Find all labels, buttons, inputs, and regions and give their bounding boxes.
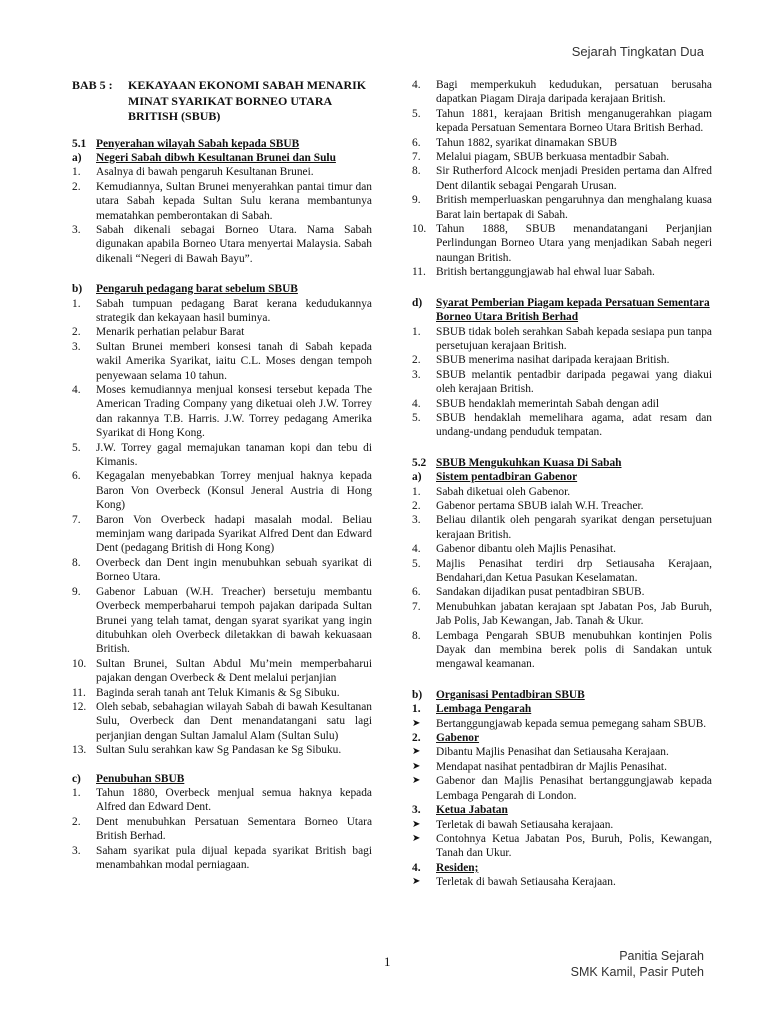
list-item: 3. Sabah dikenali sebagai Borneo Utara. Nama Sabah digunakan apabila Borneo Utara menyertai Malaysia. Sabah dikenali “Negeri di Bawah Bayu”.	[72, 223, 372, 265]
section-5-1-heading	[72, 137, 372, 151]
arrow-bullet-icon: ➤	[412, 818, 421, 830]
bullet-item	[412, 745, 712, 759]
list-item-text: Tahun 1888, SBUB menandatangani Perjanjian Perlindungan Borneo Utara yang menjadikan Sabah negeri naungan British.	[436, 223, 712, 264]
subsection-label: b)	[412, 688, 423, 701]
arrow-bullet-icon: ➤	[412, 832, 421, 844]
list-item-text: Gabenor Labuan (W.H. Treacher) bersetuju membantu Overbeck memperbaharui tempoh pajakan daripada Sultan Brunei yang telah tamat, dengan syarat syarikat yang ingin ditubuhkan oleh Overbeck diletakkan di bawah kekuasaan British.	[96, 585, 372, 656]
subsection-title: Sistem pentadbiran Gabenor	[436, 471, 578, 484]
list-item: 6. Tahun 1882, syarikat dinamakan SBUB	[412, 136, 712, 150]
subsection-label: b)	[72, 283, 83, 296]
list-item-text: Overbeck dan Dent ingin menubuhkan sebuah syarikat di Borneo Utara.	[96, 556, 372, 584]
chapter-title: KEKAYAAN EKONOMI SABAH MENARIK MINAT SYARIKAT BORNEO UTARA BRITISH (SBUB)	[128, 78, 367, 123]
organisation-list	[412, 702, 712, 889]
list-item: 1. Tahun 1880, Overbeck menjual semua haknya kepada Alfred dan Edward Dent.	[72, 786, 372, 814]
arrow-bullet-icon: ➤	[412, 746, 421, 758]
list-5-1-c-part2	[412, 78, 712, 280]
list-item-text: Asalnya di bawah pengaruh Kesultanan Brunei.	[96, 166, 314, 179]
list-item: 10. Tahun 1888, SBUB menandatangani Perjanjian Perlindungan Borneo Utara yang menjadikan Sabah negeri naungan British.	[412, 223, 712, 264]
list-item-text: Kemudiannya, Sultan Brunei menyerahkan pantai timur dan utara Sabah kepada Sultan Sulu kerana membantunya mematahkan pemberontakan di Sabah.	[96, 180, 372, 222]
list-item: 12. Oleh sebab, sebahagian wilayah Sabah di bawah Kesultanan Sulu, Overbeck dan Dent menandatangani satu lagi perjanjian dengan Sultan Jamalul Alam (Sultan Sulu)	[72, 700, 372, 742]
list-item: 7. Melalui piagam, SBUB berkuasa mentadbir Sabah.	[412, 150, 712, 164]
subsection-b-heading	[72, 282, 372, 296]
list-item-text: Sabah tumpuan pedagang Barat kerana kedudukannya strategik dan kekayaan hasil buminya.	[96, 297, 372, 324]
section-title: SBUB Mengukuhkan Kuasa Di Sabah	[436, 456, 622, 469]
list-item-text: Tahun 1882, syarikat dinamakan SBUB	[436, 136, 618, 149]
list-item-text: Oleh sebab, sebahagian wilayah Sabah di bawah Kesultanan Sulu, Overbeck dan Dent menandatangani satu lagi perjanjian dengan Sultan Jamalul Alam (Sultan Sulu)	[96, 700, 372, 742]
section-5-2-heading	[412, 456, 712, 470]
subsection-title: Pengaruh pedagang barat sebelum SBUB	[96, 283, 298, 296]
list-item: 5. Tahun 1881, kerajaan British menganugerahkan piagam kepada Persatuan Sementara Borneo Utara British Berhad.	[412, 107, 712, 135]
list-item-text: Melalui piagam, SBUB berkuasa mentadbir Sabah.	[436, 151, 670, 164]
list-item: 4. Moses kemudiannya menjual konsesi tersebut kepada The American Trading Company yang diketuai oleh J.W. Torrey dan rakannya T.B. Harris. J.W. Torrey pedagang Amerika Syarikat di Hong Kong.	[72, 384, 372, 440]
list-item-text: SBUB menerima nasihat daripada kerajaan British.	[436, 354, 670, 367]
list-item-text: Sabah dikenali sebagai Borneo Utara. Nama Sabah digunakan apabila Borneo Utara menyertai Malaysia. Sabah dikenali “Negeri di Bawah Bayu”.	[96, 223, 372, 265]
footer-line-2: SMK Kamil, Pasir Puteh	[570, 965, 704, 979]
list-item: 9. British memperluaskan pengaruhnya dan menghalang kuasa Barat lain bertapak di Sabah.	[412, 194, 712, 221]
list-item-text: British memperluaskan pengaruhnya dan menghalang kuasa Barat lain bertapak di Sabah.	[436, 194, 712, 221]
list-item-text: SBUB tidak boleh serahkan Sabah kepada sesiapa pun tanpa persetujuan kerajaan British.	[436, 325, 712, 352]
group-heading: 2. Gabenor	[412, 731, 712, 745]
group-title: Ketua Jabatan	[436, 804, 508, 817]
page-footer	[571, 948, 704, 980]
list-item: 6. Sandakan dijadikan pusat pentadbiran SBUB.	[412, 585, 712, 599]
group-heading: 3. Ketua Jabatan	[412, 803, 712, 817]
bullet-text: Gabenor dan Majlis Penasihat bertanggungjawab kepada Lembaga Pengarah di London.	[436, 775, 712, 802]
list-item-text: Kegagalan menyebabkan Torrey menjual haknya kepada Baron Von Overbeck (Konsul Jeneral Austria di Hong Kong)	[96, 470, 372, 512]
list-item: 1. Sabah tumpuan pedagang Barat kerana kedudukannya strategik dan kekayaan hasil buminya.	[72, 297, 372, 324]
list-item: 3. SBUB melantik pentadbir daripada pegawai yang diakui oleh kerajaan British.	[412, 368, 712, 396]
list-item: 2. Menarik perhatian pelabur Barat	[72, 325, 372, 339]
section-number: 5.1	[72, 137, 87, 150]
right-column	[412, 78, 712, 890]
bullet-item	[412, 832, 712, 861]
list-item: 11. Baginda serah tanah ant Teluk Kimanis & Sg Sibuku.	[72, 686, 372, 700]
list-item: 3. Sultan Brunei memberi konsesi tanah di Sabah kepada wakil Amerika Syarikat, iaitu C.L. Moses dengan tempoh penyewaan selama 10 tahun.	[72, 340, 372, 382]
list-item: 2. Gabenor pertama SBUB ialah W.H. Treacher.	[412, 499, 712, 513]
subsection-label: a)	[72, 151, 82, 164]
list-item-text: Tahun 1880, Overbeck menjual semua haknya kepada Alfred dan Edward Dent.	[96, 786, 372, 814]
list-item: 4. Bagi memperkukuh kedudukan, persatuan berusaha dapatkan Piagam Diraja daripada kerajaan British.	[412, 79, 712, 106]
list-item-text: Beliau dilantik oleh pengarah syarikat dengan persetujuan kerajaan British.	[436, 514, 712, 541]
list-item-text: Sultan Brunei, Sultan Abdul Mu’mein memperbaharui pajakan dengan Overbeck & Dent melalui perjanjian	[96, 657, 372, 685]
list-item: 5. Majlis Penasihat terdiri drp Setiausaha Kerajaan, Bendahari,dan Ketua Pasukan Keselamatan.	[412, 557, 712, 584]
list-item: 2. Dent menubuhkan Persatuan Sementara Borneo Utara British Berhad.	[72, 815, 372, 843]
list-item: 2. SBUB menerima nasihat daripada kerajaan British.	[412, 353, 712, 367]
section-title: Penyerahan wilayah Sabah kepada SBUB	[96, 137, 300, 150]
list-item: 1. SBUB tidak boleh serahkan Sabah kepada sesiapa pun tanpa persetujuan kerajaan British.	[412, 325, 712, 352]
list-item-text: Gabenor dibantu oleh Majlis Penasihat.	[436, 543, 616, 556]
list-item-text: SBUB melantik pentadbir daripada pegawai yang diakui oleh kerajaan British.	[436, 368, 712, 396]
group-title: Lembaga Pengarah	[436, 703, 532, 716]
arrow-bullet-icon: ➤	[412, 775, 421, 787]
list-item: 9. Gabenor Labuan (W.H. Treacher) bersetuju membantu Overbeck memperbaharui tempoh pajakan daripada Sultan Brunei yang telah tamat, dengan syarat syarikat yang ingin ditubuhkan oleh Overbeck diletakkan di bawah kekuasaan British.	[72, 585, 372, 656]
bullet-item	[412, 717, 712, 731]
subsection-title: Syarat Pemberian Piagam kepada Persatuan Sementara Borneo Utara British Berhad	[436, 296, 710, 324]
list-item-text: SBUB hendaklah memerintah Sabah dengan adil	[436, 397, 660, 410]
list-item: 6. Kegagalan menyebabkan Torrey menjual haknya kepada Baron Von Overbeck (Konsul Jeneral Austria di Hong Kong)	[72, 470, 372, 512]
list-item: 7. Menubuhkan jabatan kerajaan spt Jabatan Pos, Jab Buruh, Jab Polis, Jab Kewangan, Jab. Tanah & Ukur.	[412, 600, 712, 628]
arrow-bullet-icon: ➤	[412, 760, 421, 772]
subsection-d-heading	[412, 296, 712, 325]
subsection-label: d)	[412, 296, 423, 309]
list-item: 5. SBUB hendaklah memelihara agama, adat resam dan undang-undang penduduk tempatan.	[412, 411, 712, 439]
left-column	[72, 78, 372, 872]
bullet-item	[412, 818, 712, 832]
list-item: 8. Sir Rutherford Alcock menjadi Presiden pertama dan Alfred Dent dilantik sebagai Pengarah Urusan.	[412, 165, 712, 192]
list-item: 3. Saham syarikat pula dijual kepada syarikat British bagi menambahkan modal perniagaan.	[72, 844, 372, 871]
list-item: 1. Asalnya di bawah pengaruh Kesultanan Brunei.	[72, 165, 372, 179]
list-item: 4. Gabenor dibantu oleh Majlis Penasihat.	[412, 542, 712, 556]
bullet-text: Contohnya Ketua Jabatan Pos, Buruh, Polis, Kewangan, Tanah dan Ukur.	[436, 832, 712, 860]
page-header-subject: Sejarah Tingkatan Dua	[571, 44, 704, 59]
list-item: 8. Lembaga Pengarah SBUB menubuhkan kontinjen Polis Dayak dan membina berek polis di Sandakan untuk mengawal keamanan.	[412, 629, 712, 671]
footer-line-1: Panitia Sejarah	[619, 949, 704, 963]
list-item: 4. SBUB hendaklah memerintah Sabah dengan adil	[412, 397, 712, 411]
bullet-text: Bertanggungjawab kepada semua pemegang saham SBUB.	[436, 717, 707, 730]
list-item-text: SBUB hendaklah memelihara agama, adat resam dan undang-undang penduduk tempatan.	[436, 411, 712, 439]
list-5-1-a	[72, 165, 372, 266]
group-title: Residen;	[436, 861, 479, 874]
subsection-5-2-b-heading	[412, 688, 712, 702]
list-item: 2. Kemudiannya, Sultan Brunei menyerahkan pantai timur dan utara Sabah kepada Sultan Sulu kerana membantunya mematahkan pemberontakan di Sabah.	[72, 180, 372, 222]
bullet-item	[412, 875, 712, 889]
list-item-text: Sultan Brunei memberi konsesi tanah di Sabah kepada wakil Amerika Syarikat, iaitu C.L. Moses dengan tempoh penyewaan selama 10 tahun.	[96, 340, 372, 382]
bullet-text: Mendapat nasihat pentadbiran dr Majlis Penasihat.	[436, 760, 667, 773]
list-item-text: Baginda serah tanah ant Teluk Kimanis & Sg Sibuku.	[96, 686, 340, 699]
list-item-text: Lembaga Pengarah SBUB menubuhkan kontinjen Polis Dayak dan membina berek polis di Sandakan untuk mengawal keamanan.	[436, 629, 712, 671]
list-item-text: Sir Rutherford Alcock menjadi Presiden pertama dan Alfred Dent dilantik sebagai Pengarah Urusan.	[436, 165, 712, 192]
list-5-1-c-part1	[72, 786, 372, 872]
arrow-bullet-icon: ➤	[412, 717, 421, 729]
page-number: 1	[384, 954, 391, 969]
list-item: 11. British bertanggungjawab hal ehwal luar Sabah.	[412, 265, 712, 279]
list-item: 13. Sultan Sulu serahkan kaw Sg Pandasan ke Sg Sibuku.	[72, 743, 372, 757]
list-item-text: Sultan Sulu serahkan kaw Sg Pandasan ke Sg Sibuku.	[96, 744, 342, 757]
list-item-text: British bertanggungjawab hal ehwal luar Sabah.	[436, 266, 655, 279]
chapter-label: BAB 5 :	[72, 78, 113, 92]
bullet-text: Terletak di bawah Setiausaha Kerajaan.	[436, 876, 616, 889]
bullet-item	[412, 774, 712, 803]
group-heading: 4. Residen;	[412, 861, 712, 875]
subsection-title: Organisasi Pentadbiran SBUB	[436, 688, 585, 701]
list-5-1-d	[412, 325, 712, 440]
chapter-heading	[72, 78, 372, 125]
arrow-bullet-icon: ➤	[412, 876, 421, 888]
list-item-text: Baron Von Overbeck hadapi masalah modal. Beliau meminjam wang daripada Syarikat Alfred Dent dan Edward Dent (pedagang British di Hong Kong)	[96, 513, 372, 555]
list-item-text: Sabah diketuai oleh Gabenor.	[436, 485, 571, 498]
list-item: 10. Sultan Brunei, Sultan Abdul Mu’mein memperbaharui pajakan dengan Overbeck & Dent melalui perjanjian	[72, 657, 372, 685]
group-heading: 1. Lembaga Pengarah	[412, 702, 712, 716]
subsection-a-heading	[72, 151, 372, 165]
list-item-text: Saham syarikat pula dijual kepada syarikat British bagi menambahkan modal perniagaan.	[96, 844, 372, 871]
bullet-item	[412, 760, 712, 774]
list-item: 8. Overbeck dan Dent ingin menubuhkan sebuah syarikat di Borneo Utara.	[72, 556, 372, 584]
subsection-5-2-a-heading	[412, 470, 712, 484]
list-item: 5. J.W. Torrey gagal memajukan tanaman kopi dan tebu di Kimanis.	[72, 441, 372, 469]
subsection-title: Penubuhan SBUB	[96, 772, 185, 785]
list-item-text: Dent menubuhkan Persatuan Sementara Borneo Utara British Berhad.	[96, 815, 372, 843]
subsection-label: a)	[412, 471, 422, 484]
group-title: Gabenor	[436, 732, 480, 745]
list-item: 1. Sabah diketuai oleh Gabenor.	[412, 485, 712, 499]
bullet-text: Terletak di bawah Setiausaha kerajaan.	[436, 818, 614, 831]
subsection-title: Negeri Sabah dibwh Kesultanan Brunei dan Sulu	[96, 151, 336, 164]
list-item-text: Bagi memperkukuh kedudukan, persatuan berusaha dapatkan Piagam Diraja daripada kerajaan British.	[436, 79, 712, 106]
list-item: 7. Baron Von Overbeck hadapi masalah modal. Beliau meminjam wang daripada Syarikat Alfred Dent dan Edward Dent (pedagang British di Hong Kong)	[72, 513, 372, 555]
list-item-text: J.W. Torrey gagal memajukan tanaman kopi dan tebu di Kimanis.	[96, 441, 372, 469]
subsection-c-heading	[72, 772, 372, 786]
list-item-text: Menubuhkan jabatan kerajaan spt Jabatan Pos, Jab Buruh, Jab Polis, Jab Kewangan, Jab. Tanah & Ukur.	[436, 600, 712, 628]
section-number: 5.2	[412, 456, 427, 469]
list-item-text: Moses kemudiannya menjual konsesi tersebut kepada The American Trading Company yang diketuai oleh J.W. Torrey dan rakannya T.B. Harris. J.W. Torrey pedagang Amerika Syarikat di Hong Kong.	[96, 384, 372, 440]
list-item-text: Tahun 1881, kerajaan British menganugerahkan piagam kepada Persatuan Sementara Borneo Utara British Berhad.	[436, 107, 712, 135]
list-item-text: Majlis Penasihat terdiri drp Setiausaha Kerajaan, Bendahari,dan Ketua Pasukan Keselamatan.	[436, 557, 712, 584]
list-item-text: Gabenor pertama SBUB ialah W.H. Treacher.	[436, 499, 644, 512]
subsection-label: c)	[72, 772, 81, 785]
bullet-text: Dibantu Majlis Penasihat dan Setiausaha Kerajaan.	[436, 746, 669, 759]
list-item-text: Menarik perhatian pelabur Barat	[96, 326, 245, 339]
list-5-2-a	[412, 485, 712, 672]
list-item-text: Sandakan dijadikan pusat pentadbiran SBUB.	[436, 586, 645, 599]
list-5-1-b	[72, 297, 372, 758]
list-item: 3. Beliau dilantik oleh pengarah syarikat dengan persetujuan kerajaan British.	[412, 514, 712, 541]
